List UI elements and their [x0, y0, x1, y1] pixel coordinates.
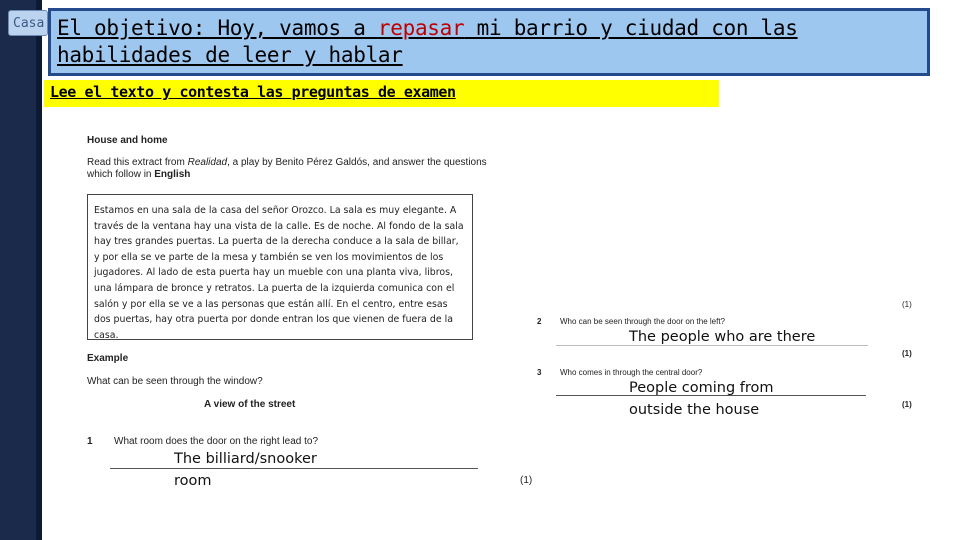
previous-question-mark: (1): [902, 300, 912, 309]
intro-part-1: Read this extract from: [87, 157, 188, 168]
question-1-answer-line: [110, 468, 478, 469]
left-decorative-bar: [0, 0, 36, 540]
example-question: What can be seen through the window?: [87, 376, 263, 387]
question-1-text: What room does the door on the right lead to?: [114, 436, 319, 447]
passage-text: Estamos en una sala de la casa del señor Orozco. La sala es muy elegante. A través de la ventana hay una vista de la calle. Es de noche. Al fondo de la sala hay tres grandes puertas. La puerta de la derecha conduce a la sala de billar, y por ella se ve parte de la mesa y también se ven los movimientos de los jugadores. Al lado de esta puerta hay un mueble con una planta viva, libros, una lámpara de bronce y retratos. La puerta de la izquierda comunica con el salón y por ella se ve a las personas que están allí. En el centro, entre esas dos puertas, hay otra puerta por donde entran los que vienen de fuera de la casa.: [94, 205, 464, 341]
question-3-mark: (1): [902, 400, 912, 409]
intro-language: English: [154, 169, 191, 180]
example-heading: Example: [87, 353, 129, 364]
instruction-text: Lee el texto y contesta las preguntas de examen: [50, 83, 456, 101]
title-highlight-word: repasar: [377, 16, 465, 40]
exam-heading: House and home: [87, 135, 168, 146]
question-2-answer[interactable]: The people who are there: [629, 329, 816, 345]
question-1-mark: (1): [520, 475, 533, 486]
instruction-banner: [44, 80, 719, 107]
question-1-answer[interactable]: The billiard/snooker room: [174, 451, 317, 489]
objective-title-box: [48, 8, 930, 76]
question-1-number: 1: [87, 436, 93, 447]
title-part-1: El objetivo: Hoy, vamos a: [57, 16, 378, 40]
question-2-answer-line: [556, 345, 868, 346]
question-2-mark: (1): [902, 349, 912, 358]
question-3-number: 3: [537, 368, 542, 377]
question-3-answer-line: [556, 395, 866, 396]
exam-intro: [87, 157, 487, 181]
objective-title: [57, 15, 919, 69]
question-2-number: 2: [537, 317, 542, 326]
intro-part-2: , a play by Benito Pérez Galdós, and answer the questions which follow in: [87, 157, 487, 180]
passage-box: [87, 194, 473, 340]
left-bar-edge: [36, 0, 42, 540]
intro-play-title: Realidad: [187, 157, 228, 168]
question-3-answer[interactable]: People coming from outside the house: [629, 380, 774, 418]
example-answer: A view of the street: [204, 399, 296, 410]
title-part-2: mi barrio y ciudad con las habilidades de leer y hablar: [57, 16, 798, 67]
casa-tab[interactable]: Casa: [8, 10, 48, 36]
question-2-text: Who can be seen through the door on the left?: [560, 317, 726, 326]
question-3-text: Who comes in through the central door?: [560, 368, 703, 377]
